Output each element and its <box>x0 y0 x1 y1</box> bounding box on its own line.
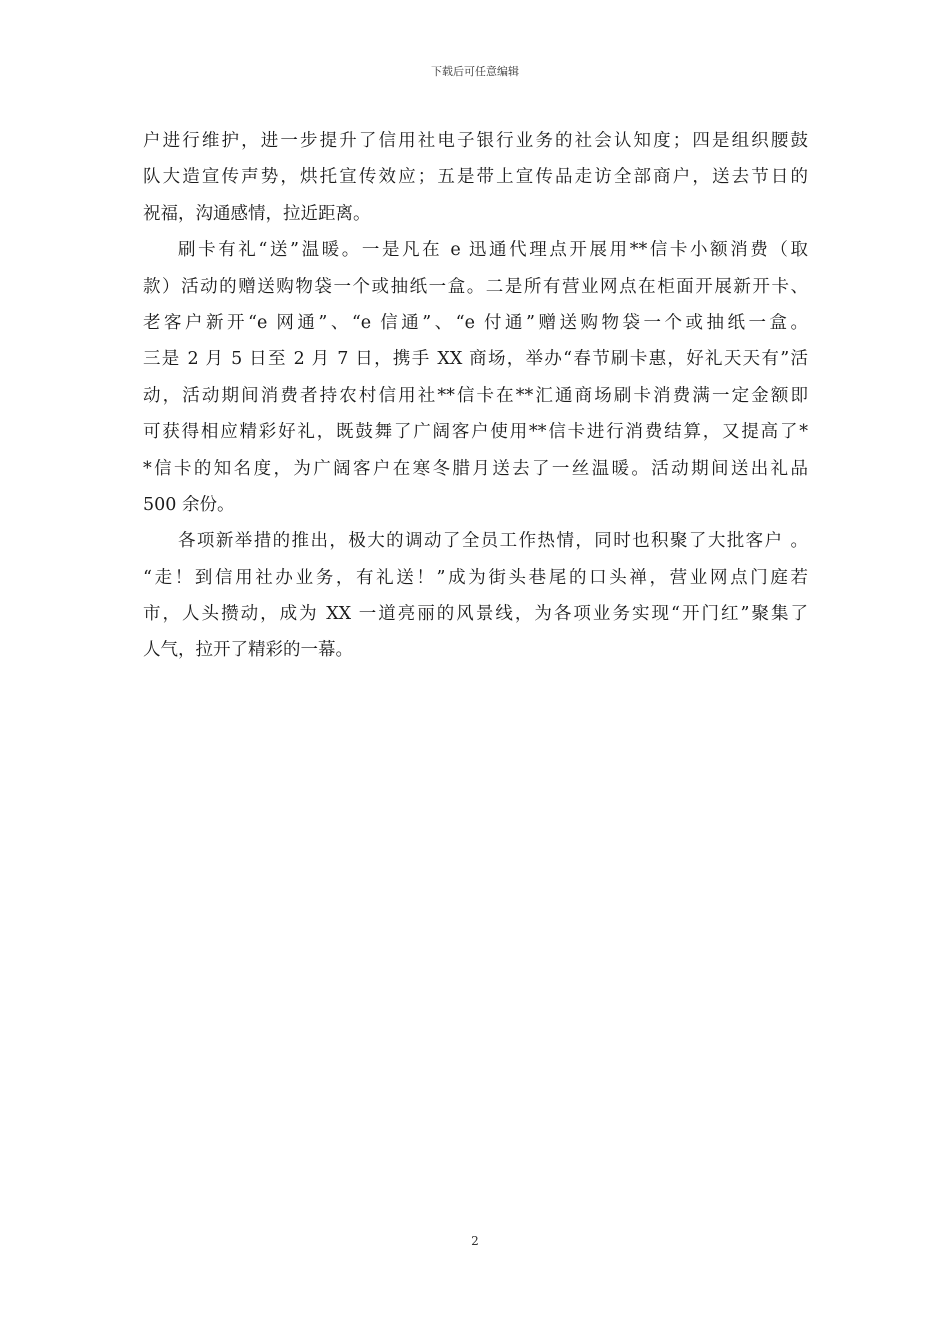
text-line: 市，人头攒动，成为 XX 一道亮丽的风景线，为各项业务实现“开门红”聚集了 <box>143 604 808 625</box>
text-line: 三是 2 月 5 日至 2 月 7 日，携手 XX 商场，举办“春节刷卡惠，好礼天天有”活 <box>143 349 808 370</box>
text-line: 老客户新开“e 网通”、“e 信通”、“e 付通”赠送购物袋一个或抽纸一盒。 <box>143 312 808 333</box>
text-line: “走！到信用社办业务，有礼送！”成为街头巷尾的口头禅，营业网点门庭若 <box>143 567 808 588</box>
text-line: *信卡的知名度，为广阔客户在寒冬腊月送去了一丝温暖。活动期间送出礼品 <box>143 458 808 479</box>
paragraph <box>143 523 808 669</box>
page-header: 下载后可任意编辑 <box>431 65 519 78</box>
text-line: 祝福，沟通感情，拉近距离。 <box>143 203 371 224</box>
text-line: 500 余份。 <box>143 494 235 515</box>
text-line: 各项新举措的推出，极大的调动了全员工作热情，同时也积聚了大批客户 。 <box>178 531 808 552</box>
paragraph <box>143 123 808 232</box>
text-line: 队大造宣传声势，烘托宣传效应；五是带上宣传品走访全部商户，送去节日的 <box>143 167 808 188</box>
document-body <box>143 123 808 669</box>
text-line: 可获得相应精彩好礼，既鼓舞了广阔客户使用**信卡进行消费结算，又提高了* <box>143 422 808 443</box>
text-line: 户进行维护，进一步提升了信用社电子银行业务的社会认知度；四是组织腰鼓 <box>143 131 808 151</box>
text-line: 款）活动的赠送购物袋一个或抽纸一盒。二是所有营业网点在柜面开展新开卡、 <box>143 276 808 297</box>
page-number: 2 <box>471 1234 479 1248</box>
text-line: 刷卡有礼“送”温暖。一是凡在 e 迅通代理点开展用**信卡小额消费（取 <box>178 240 808 261</box>
paragraph <box>143 232 808 523</box>
text-line: 人气，拉开了精彩的一幕。 <box>143 640 353 661</box>
text-line: 动，活动期间消费者持农村信用社**信卡在**汇通商场刷卡消费满一定金额即 <box>143 385 808 406</box>
